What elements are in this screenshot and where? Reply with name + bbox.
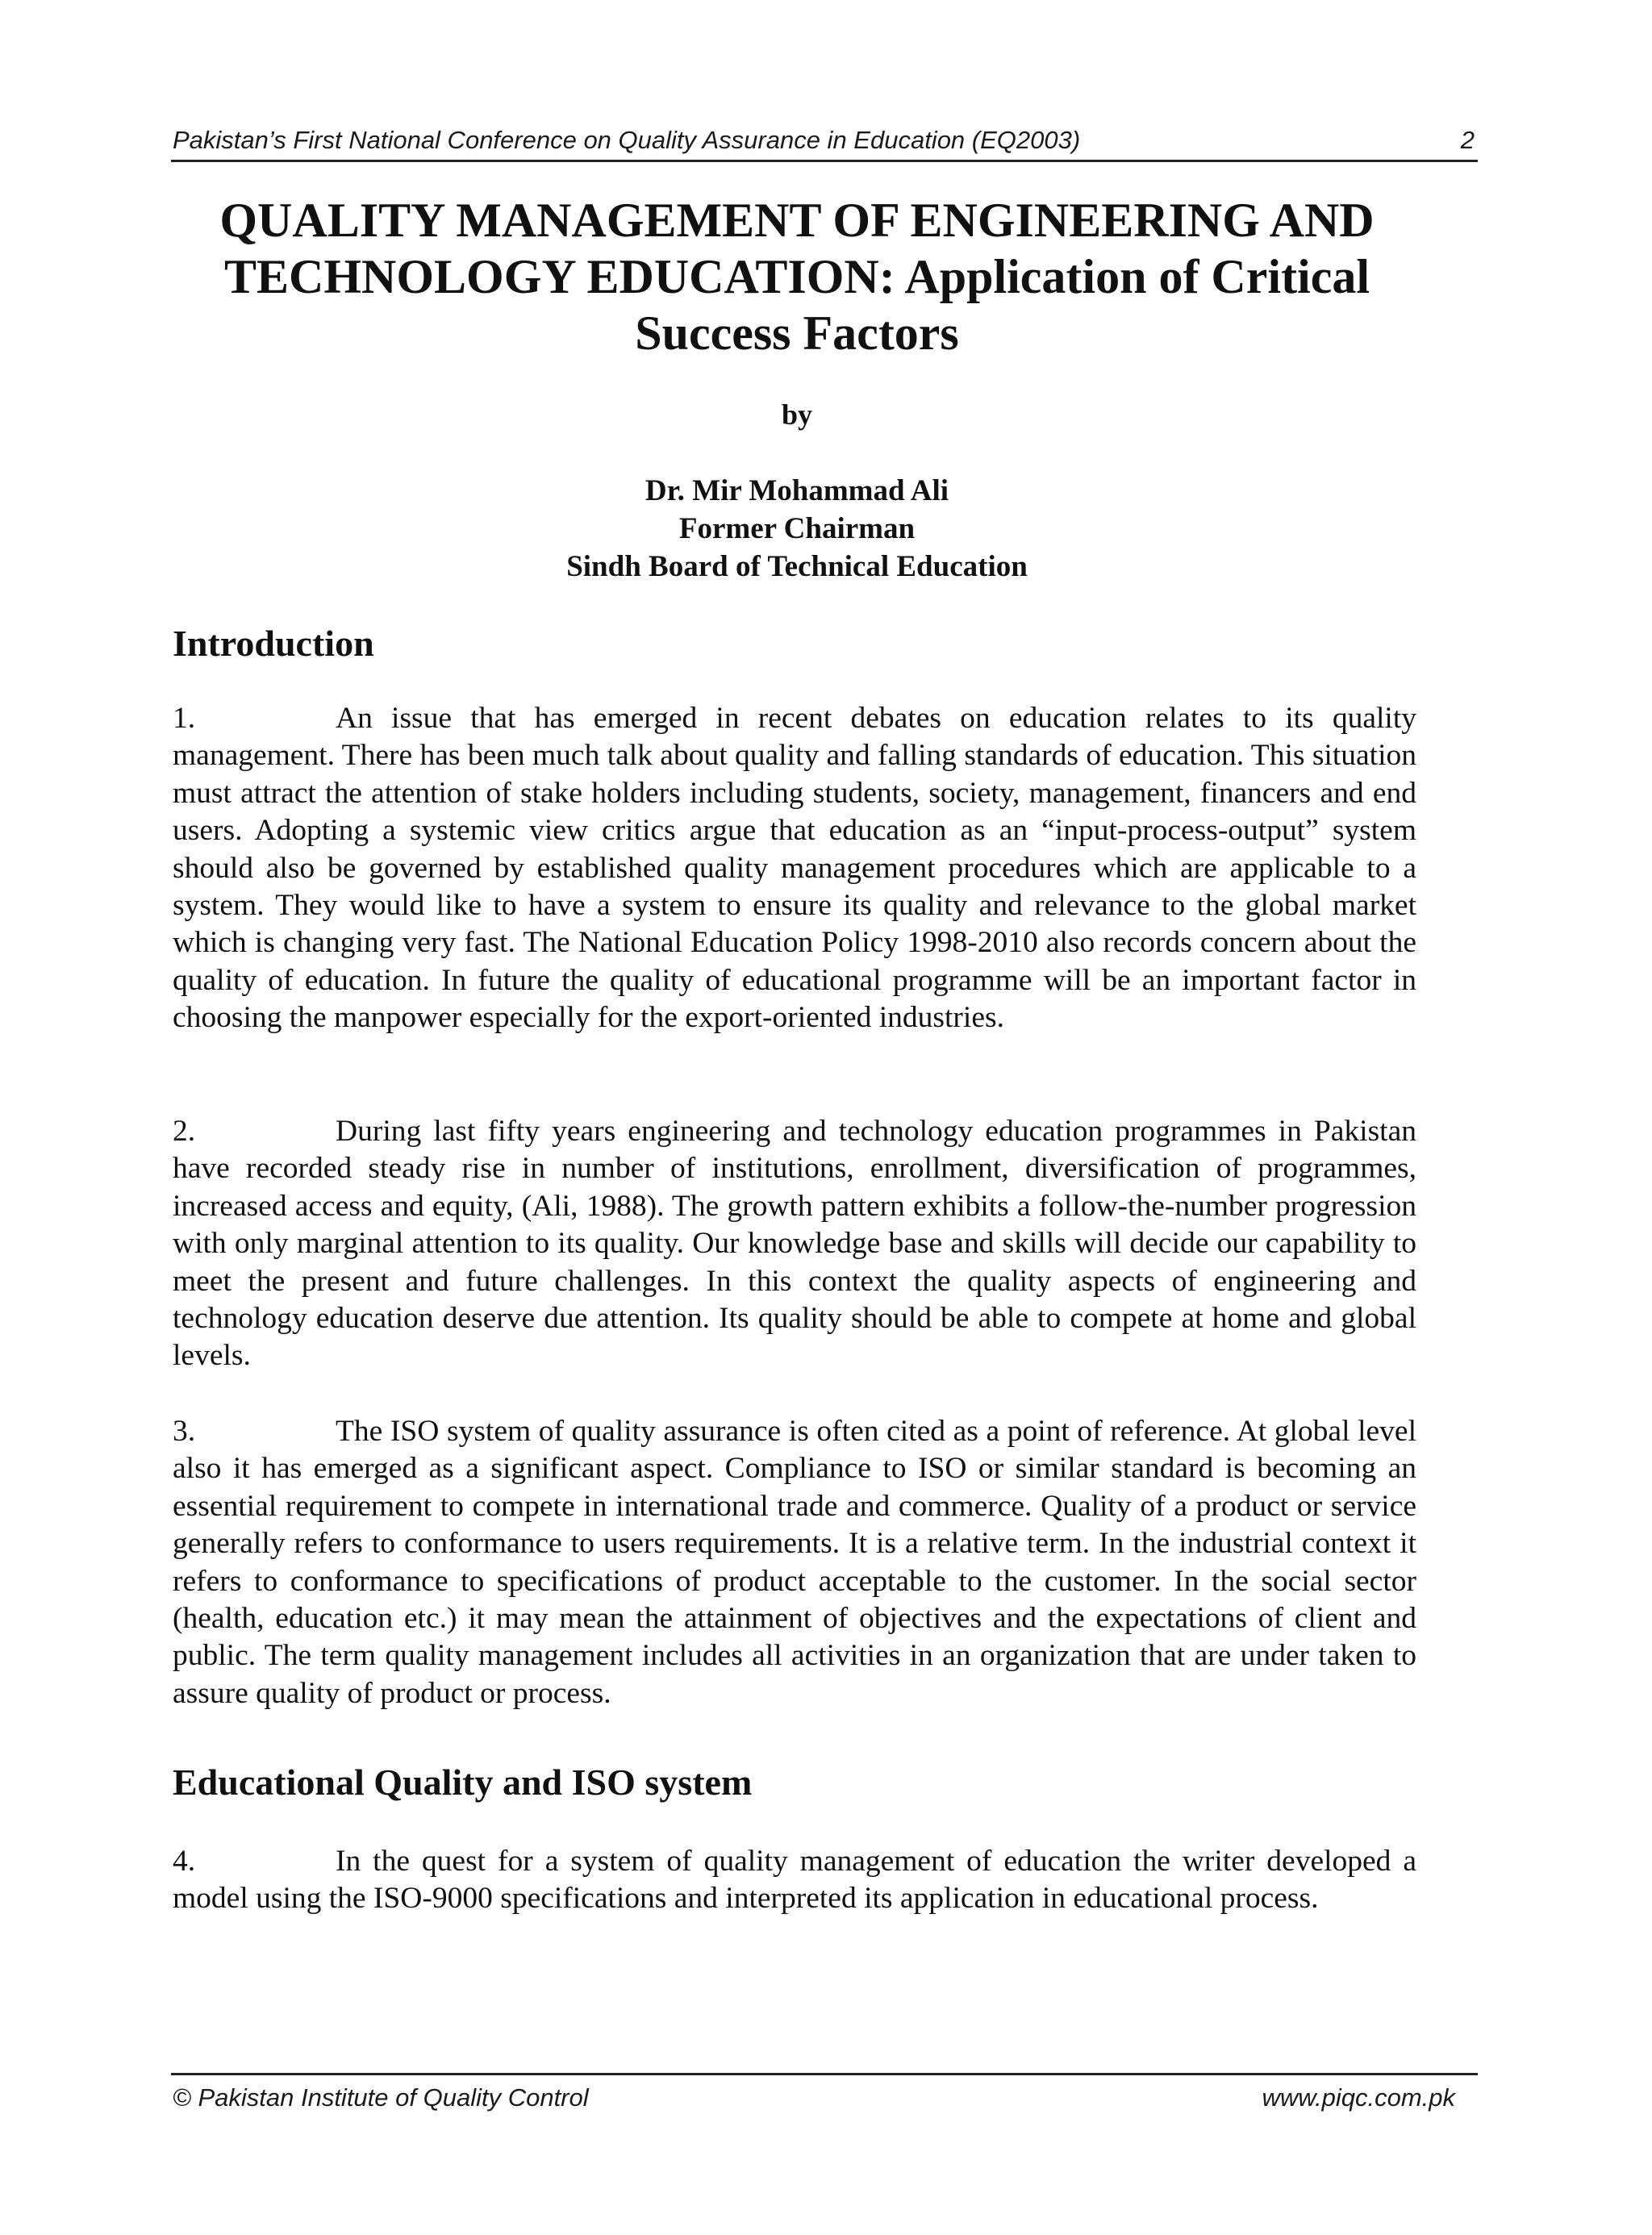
paragraph-number: 4. [173, 1845, 196, 1878]
author-name: Dr. Mir Mohammad Ali [645, 474, 949, 507]
section-heading-introduction: Introduction [173, 623, 374, 664]
author-organization: Sindh Board of Technical Education [566, 550, 1028, 583]
paragraph-text: During last fifty years engineering and technology education programmes in Pakistan have recorded steady rise in number of institutions, enrollment, diversification of programmes, increased access and equity, (Ali, 1988). The growth pattern exhibits a follow-the-number progression with only marginal attention to its quality. Our knowledge base and skills will decide our capability to meet the present and future challenges. In this context the quality aspects of engineering and technology education deserve due attention. Its quality should be able to compete at home and global levels. [173, 1115, 1416, 1373]
page-footer [171, 2073, 1478, 2117]
paragraph-number: 3. [173, 1415, 196, 1448]
copyright-notice: © Pakistan Institute of Quality Control [173, 2083, 589, 2112]
paragraph-4 [173, 1843, 1416, 1918]
page-number: 2 [1460, 126, 1475, 154]
paper-title: QUALITY MANAGEMENT OF ENGINEERING AND TECHNOLOGY EDUCATION: Application of Critical Success Factors [219, 194, 1375, 360]
running-header [171, 121, 1478, 162]
byline: by [781, 398, 813, 431]
footer-url: www.piqc.com.pk [1262, 2083, 1455, 2112]
paragraph-3 [173, 1413, 1416, 1712]
paragraph-number: 2. [173, 1115, 196, 1148]
author-position: Former Chairman [678, 512, 916, 545]
author-block [171, 472, 1423, 586]
paragraph-2 [173, 1113, 1416, 1375]
conference-title: Pakistan’s First National Conference on Quality Assurance in Education (EQ2003) [173, 126, 1081, 154]
paragraph-text: An issue that has emerged in recent debates on education relates to its quality management. There has been much talk about quality and falling standards of education. This situation must attract the attention of stake holders including students, society, management, financers and end users. Adopting a systemic view critics argue that education as an “input-process-output” system should also be governed by established quality management procedures which are applicable to a system. They would like to have a system to ensure its quality and relevance to the global market which is changing very fast. The National Education Policy 1998-2010 also records concern about the quality of education. In future the quality of educational programme will be an important factor in choosing the manpower especially for the export-oriented industries. [173, 702, 1416, 1035]
paragraph-text: The ISO system of quality assurance is often cited as a point of reference. At global level also it has emerged as a significant aspect. Compliance to ISO or similar standard is becoming an essential requirement to compete in international trade and commerce. Quality of a product or service generally refers to conformance to users requirements. It is a relative term. In the industrial context it refers to conformance to specifications of product acceptable to the customer. In the social sector (health, education etc.) it may mean the attainment of objectives and the expectations of client and public. The term quality management includes all activities in an organization that are under taken to assure quality of product or process. [173, 1415, 1416, 1710]
section-heading-educational-quality: Educational Quality and ISO system [173, 1762, 753, 1803]
paragraph-text: In the quest for a system of quality management of education the writer developed a model using the ISO-9000 specifications and interpreted its application in educational process. [173, 1845, 1416, 1916]
paragraph-1 [173, 700, 1416, 1037]
paragraph-number: 1. [173, 702, 196, 735]
